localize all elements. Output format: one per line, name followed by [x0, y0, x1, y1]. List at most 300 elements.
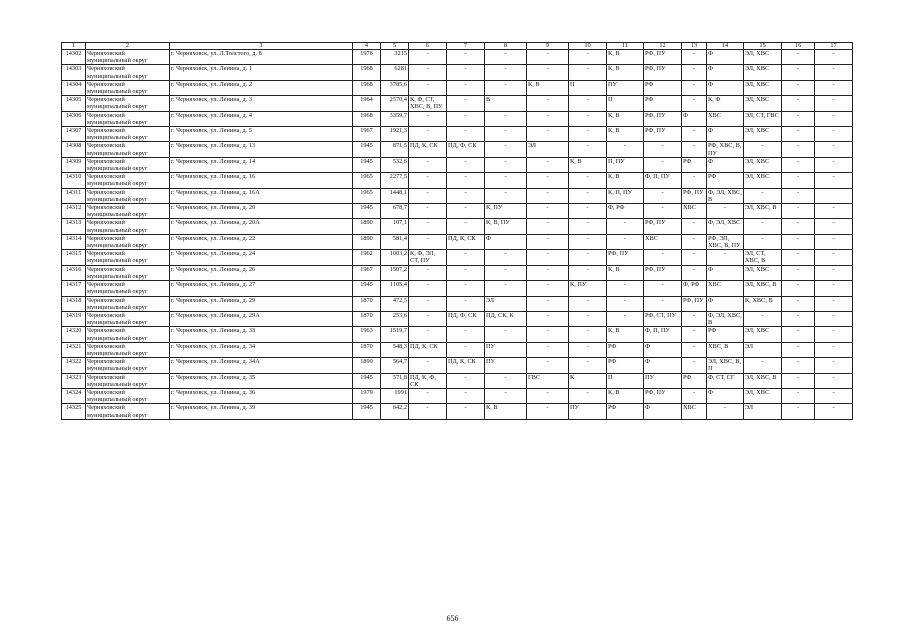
- cell-municipality: Черняховский муниципальный округ: [86, 250, 170, 265]
- cell-col-15: ЭЛ, ХВС: [744, 327, 782, 342]
- cell-municipality: Черняховский муниципальный округ: [86, 188, 170, 203]
- column-number-2: 2: [86, 43, 170, 50]
- cell-col-13: -: [682, 342, 707, 357]
- cell-col-9: -: [527, 234, 569, 249]
- cell-col-7: -: [447, 296, 485, 311]
- cell-col-9: -: [527, 127, 569, 142]
- cell-col-17: -: [815, 404, 853, 419]
- cell-address: г. Черняховск, ул. Ленина, д. 29: [170, 296, 353, 311]
- cell-col-15: -: [744, 234, 782, 249]
- table-row: [62, 96, 853, 111]
- cell-municipality: Черняховский муниципальный округ: [86, 204, 170, 219]
- cell-col-15: ЭЛ: [744, 404, 782, 419]
- cell-index: 14312: [62, 204, 86, 219]
- cell-col-10: -: [569, 50, 607, 65]
- cell-col-13: РФ: [682, 373, 707, 388]
- cell-col-16: -: [782, 388, 815, 403]
- cell-col-7: -: [447, 373, 485, 388]
- cell-col-9: -: [527, 157, 569, 172]
- cell-col-11: -: [607, 142, 644, 157]
- cell-col-17: -: [815, 157, 853, 172]
- cell-col-10: -: [569, 219, 607, 234]
- cell-col-16: -: [782, 404, 815, 419]
- cell-col-10: -: [569, 296, 607, 311]
- cell-address: г. Черняховск, ул. Ленина, д. 29А: [170, 311, 353, 326]
- cell-col-8: -: [485, 142, 527, 157]
- cell-col-11: РФ, ПУ: [607, 250, 644, 265]
- cell-col-7: ПД, К, СК: [447, 234, 485, 249]
- cell-col-8: ПД, СК, К: [485, 311, 527, 326]
- cell-col-16: -: [782, 327, 815, 342]
- cell-year-built: 1890: [353, 219, 381, 234]
- cell-col-13: -: [682, 96, 707, 111]
- cell-col-15: ЭЛ, ХВС: [744, 96, 782, 111]
- cell-col-6: -: [409, 111, 447, 126]
- cell-col-6: К, Ф, СТ, ХВС, В, ПУ: [409, 96, 447, 111]
- cell-index: 14306: [62, 111, 86, 126]
- cell-col-12: ХВС: [644, 234, 682, 249]
- cell-col-14: Ф, ЭЛ, ХВС, В: [708, 311, 742, 327]
- cell-col-13: ХВС: [682, 404, 707, 419]
- cell-col-12: РФ: [644, 80, 682, 95]
- cell-year-built: 1979: [353, 388, 381, 403]
- table-row: [62, 173, 853, 188]
- cell-col-6: -: [409, 50, 447, 65]
- cell-col-7: -: [447, 173, 485, 188]
- cell-col-8: -: [485, 188, 527, 203]
- cell-municipality: Черняховский муниципальный округ: [86, 142, 170, 157]
- cell-col-13: -: [682, 265, 707, 280]
- cell-col-12: РФ, ПУ: [644, 111, 682, 126]
- cell-col-17: -: [815, 204, 853, 219]
- column-number-6: 6: [409, 43, 447, 50]
- cell-col-7: -: [447, 327, 485, 342]
- cell-col-12: -: [644, 188, 682, 203]
- cell-col-16: -: [782, 219, 815, 234]
- cell-col-13: Ф, РФ: [682, 281, 707, 296]
- cell-col-9: -: [527, 296, 569, 311]
- cell-year-built: 1963: [353, 327, 381, 342]
- cell-col-8: -: [485, 265, 527, 280]
- cell-col-12: РФ, ПУ: [644, 388, 682, 403]
- cell-col-10: -: [569, 65, 607, 80]
- cell-col-13: ХВС: [682, 204, 707, 219]
- cell-municipality: Черняховский муниципальный округ: [86, 219, 170, 234]
- cell-index: 14310: [62, 173, 86, 188]
- cell-year-built: 1968: [353, 80, 381, 95]
- cell-col-9: -: [527, 327, 569, 342]
- cell-area: 1921,3: [381, 127, 409, 142]
- cell-col-12: ПУ: [644, 373, 682, 388]
- cell-col-11: К, В: [607, 173, 644, 188]
- cell-col-11: -: [607, 219, 644, 234]
- cell-col-12: Ф, П, ПУ: [644, 173, 682, 188]
- cell-col-14: ХВС: [707, 281, 744, 296]
- cell-col-13: РФ, ПУ: [682, 188, 707, 203]
- cell-col-8: -: [485, 327, 527, 342]
- cell-address: г. Черняховск, ул. Ленина, д. 39: [170, 404, 353, 419]
- cell-col-10: -: [569, 358, 607, 373]
- cell-address: г. Черняховск, ул. Ленина, д. 16А: [170, 188, 353, 203]
- table-row: [62, 358, 853, 373]
- cell-col-13: -: [682, 234, 707, 249]
- column-number-14: 14: [707, 43, 744, 50]
- cell-col-6: -: [409, 65, 447, 80]
- column-number-15: 15: [744, 43, 782, 50]
- cell-col-13: РФ, ПУ: [682, 296, 707, 311]
- cell-col-16: -: [782, 281, 815, 296]
- cell-col-16: -: [782, 50, 815, 65]
- cell-col-7: -: [447, 342, 485, 357]
- cell-col-9: -: [527, 281, 569, 296]
- cell-col-7: -: [447, 50, 485, 65]
- cell-col-11: -: [607, 281, 644, 296]
- cell-municipality: Черняховский муниципальный округ: [86, 404, 170, 419]
- cell-col-7: ПД, К, СК: [447, 358, 485, 373]
- cell-col-14: РФ: [707, 327, 744, 342]
- cell-col-8: -: [485, 373, 527, 388]
- cell-col-6: -: [409, 157, 447, 172]
- cell-col-17: -: [815, 388, 853, 403]
- cell-col-11: -: [607, 296, 644, 311]
- cell-col-8: -: [485, 127, 527, 142]
- cell-address: г. Черняховск, ул. Ленина, д. 24: [170, 250, 353, 265]
- cell-col-14: РФ: [707, 173, 744, 188]
- table-header-row: [62, 43, 853, 50]
- cell-address: г. Черняховск, ул. Ленина, д. 22: [170, 234, 353, 249]
- cell-col-11: -: [607, 234, 644, 249]
- column-number-5: 5: [381, 43, 409, 50]
- cell-year-built: 1945: [353, 281, 381, 296]
- cell-col-9: -: [527, 219, 569, 234]
- cell-col-7: -: [447, 265, 485, 280]
- cell-col-9: -: [527, 388, 569, 403]
- cell-col-7: -: [447, 127, 485, 142]
- cell-col-12: РФ, ПУ: [644, 50, 682, 65]
- cell-col-6: -: [409, 311, 447, 326]
- cell-year-built: 1870: [353, 311, 381, 326]
- cell-municipality: Черняховский муниципальный округ: [86, 296, 170, 311]
- table-row: [62, 388, 853, 403]
- cell-col-10: -: [569, 327, 607, 342]
- cell-col-12: -: [644, 281, 682, 296]
- cell-col-15: -: [744, 311, 782, 326]
- cell-col-8: -: [485, 80, 527, 95]
- cell-col-16: -: [782, 188, 815, 203]
- cell-address: г. Черняховск, ул. Ленина, д. 16: [170, 173, 353, 188]
- cell-col-8: -: [485, 65, 527, 80]
- cell-col-7: -: [447, 250, 485, 265]
- table-row: [62, 65, 853, 80]
- cell-col-11: -: [607, 311, 644, 326]
- cell-col-13: -: [682, 250, 707, 265]
- cell-col-7: ПД, Ф, СК: [447, 311, 485, 326]
- cell-area: 107,1: [381, 219, 409, 234]
- cell-col-6: -: [409, 173, 447, 188]
- cell-col-6: -: [409, 404, 447, 419]
- cell-address: г. Черняховск, ул. Ленина, д. 36: [170, 388, 353, 403]
- cell-year-built: 1967: [353, 127, 381, 142]
- cell-col-12: -: [644, 204, 682, 219]
- cell-col-15: ЭЛ, СТ, ХВС, В: [744, 250, 782, 265]
- cell-col-16: -: [782, 250, 815, 265]
- cell-year-built: 1965: [353, 188, 381, 203]
- cell-index: 14322: [62, 358, 86, 373]
- cell-col-9: -: [527, 65, 569, 80]
- cell-col-17: -: [815, 219, 853, 234]
- cell-col-16: -: [782, 234, 815, 249]
- column-number-1: 1: [62, 43, 86, 50]
- cell-col-17: -: [815, 142, 853, 157]
- cell-col-12: -: [644, 157, 682, 172]
- cell-col-17: -: [815, 265, 853, 280]
- cell-col-12: Ф, П, ПУ: [644, 327, 682, 342]
- cell-col-14: Ф: [707, 80, 744, 95]
- cell-year-built: 1968: [353, 65, 381, 80]
- cell-col-8: -: [485, 250, 527, 265]
- cell-col-6: -: [409, 296, 447, 311]
- cell-col-14: РФ, ЭЛ, ХВС, В, ПУ: [707, 234, 744, 249]
- cell-col-10: -: [569, 142, 607, 157]
- cell-col-11: П, ПУ: [607, 157, 644, 172]
- cell-col-11: П: [607, 96, 644, 111]
- cell-col-15: ЭЛ, ХВС: [744, 80, 782, 95]
- cell-year-built: 1890: [353, 358, 381, 373]
- cell-area: 3785,6: [381, 80, 409, 95]
- cell-col-6: ПД, К, Ф, СК: [409, 373, 447, 388]
- cell-year-built: 1890: [353, 234, 381, 249]
- cell-col-6: -: [409, 80, 447, 95]
- cell-col-9: -: [527, 204, 569, 219]
- cell-index: 14313: [62, 219, 86, 234]
- cell-municipality: Черняховский муниципальный округ: [86, 265, 170, 280]
- table-row: [62, 281, 853, 296]
- cell-address: г. Черняховск, ул. Ленина, д. 13: [170, 142, 353, 157]
- cell-col-15: ЭЛ, ХВС: [744, 50, 782, 65]
- cell-col-7: -: [447, 96, 485, 111]
- cell-area: 2277,5: [381, 173, 409, 188]
- cell-col-11: РФ: [607, 404, 644, 419]
- cell-col-14: -: [707, 204, 744, 219]
- cell-col-8: -: [485, 50, 527, 65]
- cell-col-14: Ф: [707, 65, 744, 80]
- column-number-16: 16: [782, 43, 815, 50]
- cell-col-9: -: [527, 342, 569, 357]
- cell-municipality: Черняховский муниципальный округ: [86, 173, 170, 188]
- cell-municipality: Черняховский муниципальный округ: [86, 342, 170, 357]
- cell-area: 3359,7: [381, 111, 409, 126]
- cell-col-7: -: [447, 404, 485, 419]
- cell-area: 6281: [381, 65, 409, 80]
- cell-municipality: Черняховский муниципальный округ: [86, 96, 170, 111]
- cell-index: 14304: [62, 80, 86, 95]
- table-row: [62, 342, 853, 357]
- cell-col-16: -: [782, 311, 815, 326]
- cell-col-13: -: [682, 219, 707, 234]
- cell-index: 14319: [62, 311, 86, 326]
- cell-col-12: РФ, ПУ: [644, 127, 682, 142]
- cell-col-10: -: [569, 111, 607, 126]
- cell-col-9: -: [527, 311, 569, 326]
- cell-municipality: Черняховский муниципальный округ: [86, 234, 170, 249]
- cell-col-6: -: [409, 188, 447, 203]
- cell-col-16: -: [782, 358, 815, 373]
- cell-col-17: -: [815, 342, 853, 357]
- cell-col-16: -: [782, 127, 815, 142]
- cell-col-16: -: [782, 296, 815, 311]
- cell-municipality: Черняховский муниципальный округ: [86, 327, 170, 342]
- cell-area: 253,6: [381, 311, 409, 326]
- cell-col-15: ЭЛ, ХВС, В: [744, 204, 782, 219]
- cell-index: 14318: [62, 296, 86, 311]
- cell-col-10: -: [569, 234, 607, 249]
- cell-col-14: РФ, ХВС, В, ПУ: [707, 142, 744, 157]
- cell-col-15: ЭЛ, ХВС: [744, 65, 782, 80]
- cell-col-10: -: [569, 265, 607, 280]
- cell-col-15: ЭЛ, ХВС: [744, 265, 782, 280]
- table-row: [62, 157, 853, 172]
- cell-year-built: 1945: [353, 204, 381, 219]
- cell-col-16: -: [782, 142, 815, 157]
- cell-col-6: -: [409, 234, 447, 249]
- cell-year-built: 1964: [353, 96, 381, 111]
- cell-col-8: ПУ: [485, 342, 527, 357]
- cell-col-17: -: [815, 111, 853, 126]
- cell-col-11: К, В: [607, 327, 644, 342]
- cell-col-15: -: [744, 142, 782, 157]
- table-row: [62, 296, 853, 311]
- table-row: [62, 111, 853, 126]
- cell-col-6: -: [409, 327, 447, 342]
- cell-municipality: Черняховский муниципальный округ: [86, 373, 170, 388]
- cell-address: г. Черняховск, ул. Ленина, д. 34А: [170, 358, 353, 373]
- cell-col-8: ЭЛ: [485, 296, 527, 311]
- cell-col-9: К, В: [527, 80, 569, 95]
- column-number-9: 9: [527, 43, 569, 50]
- cell-col-9: -: [527, 404, 569, 419]
- cell-col-8: -: [485, 281, 527, 296]
- cell-area: 532,6: [381, 157, 409, 172]
- cell-year-built: 1945: [353, 142, 381, 157]
- cell-area: 1105,4: [381, 281, 409, 296]
- cell-col-8: Ф: [485, 234, 527, 249]
- table-row: [62, 327, 853, 342]
- cell-area: 871,5: [381, 142, 409, 157]
- column-number-3: 3: [170, 43, 353, 50]
- cell-address: г. Черняховск, ул. Ленина, д. 34: [170, 342, 353, 357]
- cell-col-16: -: [782, 342, 815, 357]
- cell-area: 1448,1: [381, 188, 409, 203]
- cell-col-9: -: [527, 358, 569, 373]
- cell-col-17: -: [815, 50, 853, 65]
- cell-col-16: -: [782, 111, 815, 126]
- cell-col-7: -: [447, 111, 485, 126]
- cell-col-7: -: [447, 188, 485, 203]
- cell-col-17: -: [815, 296, 853, 311]
- cell-col-9: ГВС: [527, 373, 569, 388]
- cell-col-15: ЭЛ, ХВС: [744, 157, 782, 172]
- cell-municipality: Черняховский муниципальный округ: [86, 65, 170, 80]
- cell-col-15: ЭЛ, ХВС: [744, 173, 782, 188]
- cell-index: 14323: [62, 373, 86, 388]
- cell-index: 14314: [62, 234, 86, 249]
- cell-address: г. Черняховск, ул. Ленина, д. 14: [170, 157, 353, 172]
- cell-col-8: -: [485, 157, 527, 172]
- cell-index: 14321: [62, 342, 86, 357]
- cell-address: г. Черняховск, ул. Ленина, д. 20: [170, 204, 353, 219]
- cell-col-15: ЭЛ, СТ, ГВС: [744, 111, 782, 126]
- cell-col-6: ПД, К, СК: [409, 342, 447, 357]
- cell-col-16: -: [782, 96, 815, 111]
- cell-year-built: 1967: [353, 265, 381, 280]
- cell-col-8: К, В: [485, 404, 527, 419]
- cell-col-12: Ф: [644, 342, 682, 357]
- cell-area: 1519,7: [381, 327, 409, 342]
- cell-col-17: -: [815, 281, 853, 296]
- cell-col-15: -: [744, 219, 782, 234]
- cell-year-built: 1945: [353, 404, 381, 419]
- cell-col-8: В: [485, 96, 527, 111]
- cell-col-14: К, Ф: [707, 96, 744, 111]
- table-row: [62, 404, 853, 419]
- cell-municipality: Черняховский муниципальный округ: [86, 111, 170, 126]
- cell-col-12: -: [644, 296, 682, 311]
- cell-index: 14317: [62, 281, 86, 296]
- cell-col-17: -: [815, 173, 853, 188]
- cell-municipality: Черняховский муниципальный округ: [86, 80, 170, 95]
- cell-col-10: К: [569, 373, 607, 388]
- page-number: 656: [446, 614, 459, 623]
- cell-col-8: -: [485, 111, 527, 126]
- cell-col-9: -: [527, 96, 569, 111]
- column-number-11: 11: [607, 43, 644, 50]
- table-row: [62, 80, 853, 95]
- cell-col-8: К, В, ПУ: [485, 219, 527, 234]
- cell-col-13: -: [682, 80, 707, 95]
- cell-col-7: -: [447, 204, 485, 219]
- table-row: [62, 188, 853, 203]
- cell-col-6: -: [409, 388, 447, 403]
- cell-col-14: Ф, ЭЛ, ХВС, В: [708, 188, 742, 203]
- cell-col-17: -: [815, 250, 853, 265]
- cell-col-14: Ф: [707, 388, 744, 403]
- cell-municipality: Черняховский муниципальный округ: [86, 127, 170, 142]
- cell-year-built: 1870: [353, 296, 381, 311]
- cell-col-14: Ф, ЭЛ, ХВС: [707, 219, 744, 234]
- cell-municipality: Черняховский муниципальный округ: [86, 311, 170, 326]
- cell-area: 1003,2: [381, 250, 409, 265]
- cell-col-17: -: [815, 358, 853, 373]
- cell-year-built: 1870: [353, 342, 381, 357]
- cell-col-14: Ф: [707, 296, 744, 311]
- register-table-body: [62, 43, 853, 420]
- cell-col-12: РФ, ПУ: [644, 65, 682, 80]
- cell-col-6: -: [409, 127, 447, 142]
- cell-col-16: -: [782, 173, 815, 188]
- cell-area: 1507,2: [381, 265, 409, 280]
- cell-col-15: ЭЛ: [744, 342, 782, 357]
- cell-address: г. Черняховск, ул. Ленина, д. 33: [170, 327, 353, 342]
- cell-col-9: -: [527, 250, 569, 265]
- cell-col-13: -: [682, 142, 707, 157]
- register-table: [61, 42, 853, 420]
- column-number-12: 12: [644, 43, 682, 50]
- cell-col-10: -: [569, 96, 607, 111]
- cell-col-13: РФ: [682, 157, 707, 172]
- table-row: [62, 311, 853, 326]
- cell-col-6: -: [409, 219, 447, 234]
- cell-col-9: -: [527, 173, 569, 188]
